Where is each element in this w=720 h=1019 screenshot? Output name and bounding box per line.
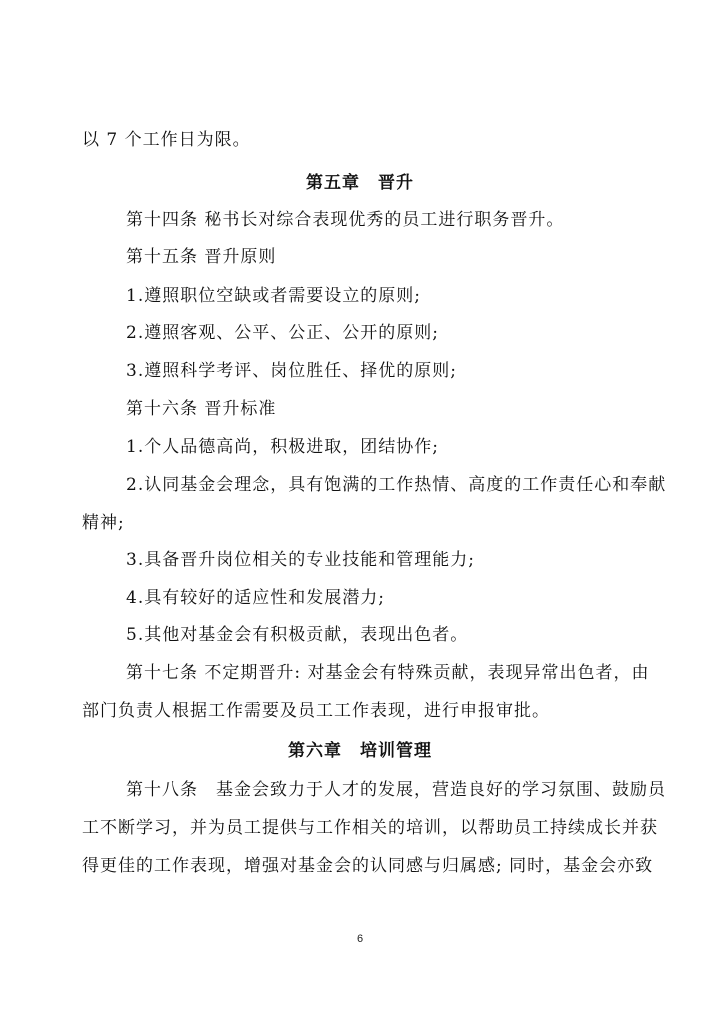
list-item: 5.其他对基金会有积极贡献，表现出色者。 [126,625,469,645]
list-item: 2.认同基金会理念，具有饱满的工作热情、高度的工作责任心和奉献 [126,475,667,495]
list-item: 3.具备晋升岗位相关的专业技能和管理能力; [126,550,475,570]
chapter-heading-6: 第六章 培训管理 [288,741,432,761]
paragraph-line: 部门负责人根据工作需要及员工工作表现，进行申报审批。 [82,701,550,721]
paragraph-line: 得更佳的工作表现，增强对基金会的认同感与归属感; 同时，基金会亦致 [82,856,654,876]
paragraph-line: 工不断学习，并为员工提供与工作相关的培训，以帮助员工持续成长并获 [82,818,658,838]
list-item: 3.遵照科学考评、岗位胜任、择优的原则; [126,361,457,381]
paragraph-line: 精神; [82,513,125,533]
article-18: 第十八条 基金会致力于人才的发展，营造良好的学习氛围、鼓励员 [126,780,666,800]
chapter-heading-5: 第五章 晋升 [306,173,414,193]
list-item: 2.遵照客观、公平、公正、公开的原则; [126,323,439,343]
article-17: 第十七条 不定期晋升: 对基金会有特殊贡献，表现异常出色者，由 [126,663,650,683]
article-14: 第十四条 秘书长对综合表现优秀的员工进行职务晋升。 [126,210,565,230]
list-item: 1.遵照职位空缺或者需要设立的原则; [126,286,421,306]
list-item: 1.个人品德高尚，积极进取，团结协作; [126,437,439,457]
paragraph-line: 以 7 个工作日为限。 [82,130,251,150]
page-number: 6 [356,933,364,945]
article-15: 第十五条 晋升原则 [126,247,277,267]
article-16: 第十六条 晋升标准 [126,399,277,419]
list-item: 4.具有较好的适应性和发展潜力; [126,588,385,608]
